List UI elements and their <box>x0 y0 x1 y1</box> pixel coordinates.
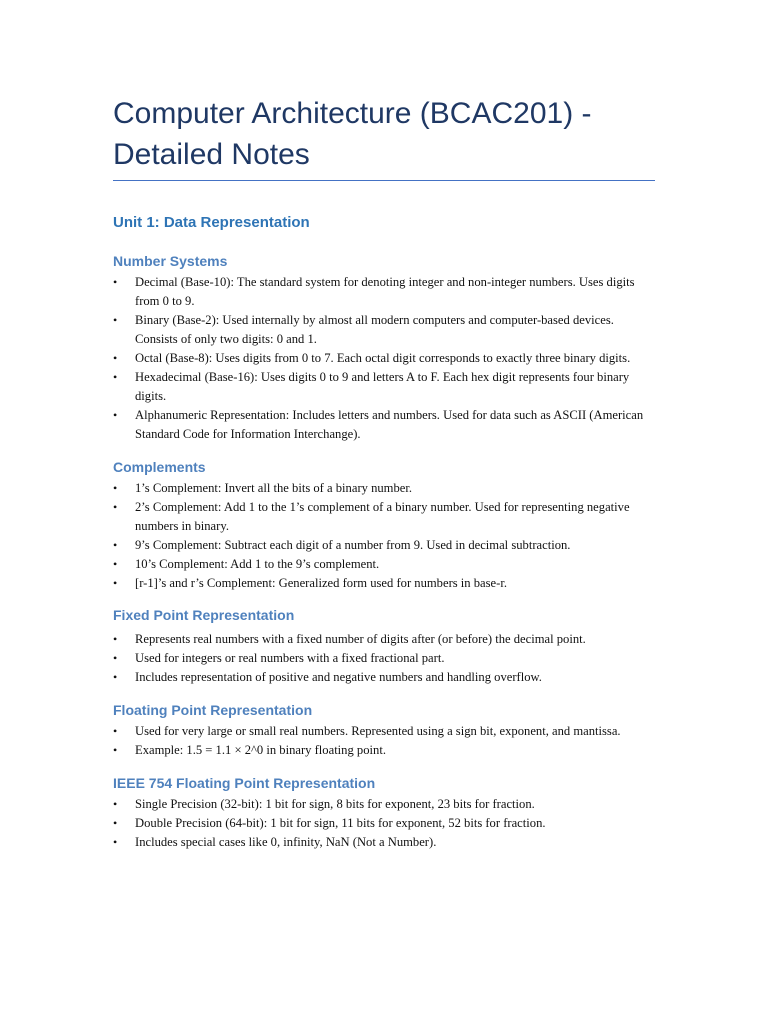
bullet-icon: • <box>113 743 118 757</box>
list-item-text: Includes special cases like 0, infinity, NaN (Not a Number). <box>135 835 437 849</box>
list-item-text: 9’s Complement: Subtract each digit of a number from 9. Used in decimal subtraction. <box>135 538 571 552</box>
list-item <box>113 814 655 833</box>
title-divider <box>113 180 655 181</box>
list-item <box>113 833 655 852</box>
list-item <box>113 349 655 368</box>
list-item-text: 10’s Complement: Add 1 to the 9’s complement. <box>135 557 380 571</box>
list-item-text: Example: 1.5 = 1.1 × 2^0 in binary floating point. <box>135 743 386 757</box>
list-item <box>113 741 655 760</box>
list-item-text: Used for very large or small real numbers. Represented using a sign bit, exponent, and mantissa. <box>135 724 621 738</box>
document-title <box>113 93 655 175</box>
bullet-icon: • <box>113 724 118 738</box>
list-item-text: Double Precision (64-bit): 1 bit for sign, 11 bits for exponent, 52 bits for fraction. <box>135 816 546 830</box>
list-item-text: Used for integers or real numbers with a fixed fractional part. <box>135 651 445 665</box>
list-item-text: Represents real numbers with a fixed number of digits after (or before) the decimal point. <box>135 632 586 646</box>
list-item-text: 2’s Complement: Add 1 to the 1’s complement of a binary number. Used for representing negative numbers in binary. <box>135 500 630 533</box>
list-item-text: Single Precision (32-bit): 1 bit for sign, 8 bits for exponent, 23 bits for fraction. <box>135 797 535 811</box>
bullet-icon: • <box>113 351 118 365</box>
list-item <box>113 311 655 349</box>
list-item <box>113 574 655 593</box>
bullet-icon: • <box>113 500 118 514</box>
bullet-icon: • <box>113 576 118 590</box>
list-item <box>113 722 655 741</box>
title-line-2: Detailed Notes <box>113 138 310 171</box>
bullet-icon: • <box>113 651 118 665</box>
bullet-icon: • <box>113 816 118 830</box>
section-heading: Fixed Point Representation <box>113 607 295 623</box>
list-item <box>113 536 655 555</box>
list-item <box>113 630 655 649</box>
bullet-icon: • <box>113 670 118 684</box>
section-heading: Complements <box>113 459 206 475</box>
bullet-icon: • <box>113 538 118 552</box>
list-item <box>113 273 655 311</box>
bullet-list <box>113 722 655 760</box>
list-item-text: [r-1]’s and r’s Complement: Generalized form used for numbers in base-r. <box>135 576 507 590</box>
section-heading: Number Systems <box>113 253 228 269</box>
list-item <box>113 649 655 668</box>
bullet-icon: • <box>113 408 118 422</box>
bullet-icon: • <box>113 835 118 849</box>
bullet-icon: • <box>113 632 118 646</box>
section-ieee-754 <box>113 774 655 852</box>
list-item-text: Hexadecimal (Base-16): Uses digits 0 to 9 and letters A to F. Each hex digit represents four binary digits. <box>135 370 630 403</box>
list-item <box>113 368 655 406</box>
list-item-text: Alphanumeric Representation: Includes letters and numbers. Used for data such as ASCII (American Standard Code for Information Interchange). <box>135 408 644 441</box>
section-fixed-point <box>113 606 655 687</box>
bullet-icon: • <box>113 557 118 571</box>
section-heading: Floating Point Representation <box>113 702 313 718</box>
list-item-text: 1’s Complement: Invert all the bits of a binary number. <box>135 481 413 495</box>
list-item <box>113 406 655 444</box>
list-item <box>113 555 655 574</box>
bullet-icon: • <box>113 797 118 811</box>
bullet-icon: • <box>113 313 118 327</box>
title-line-1: Computer Architecture (BCAC201) - <box>113 97 592 130</box>
section-heading: IEEE 754 Floating Point Representation <box>113 775 376 791</box>
list-item <box>113 479 655 498</box>
section-number-systems <box>113 252 655 444</box>
list-item-text: Octal (Base-8): Uses digits from 0 to 7. Each octal digit corresponds to exactly three binary digits. <box>135 351 631 365</box>
bullet-list <box>113 630 655 687</box>
bullet-icon: • <box>113 370 118 384</box>
bullet-icon: • <box>113 275 118 289</box>
bullet-icon: • <box>113 481 118 495</box>
list-item-text: Includes representation of positive and negative numbers and handling overflow. <box>135 670 542 684</box>
list-item <box>113 795 655 814</box>
unit-heading: Unit 1: Data Representation <box>113 214 310 231</box>
list-item <box>113 498 655 536</box>
list-item-text: Binary (Base-2): Used internally by almost all modern computers and computer-based devices. Consists of only two digits: 0 and 1. <box>135 313 614 346</box>
bullet-list <box>113 795 655 852</box>
section-complements <box>113 458 655 593</box>
bullet-list <box>113 479 655 593</box>
list-item-text: Decimal (Base-10): The standard system for denoting integer and non-integer numbers. Uses digits from 0 to 9. <box>135 275 635 308</box>
list-item <box>113 668 655 687</box>
bullet-list <box>113 273 655 444</box>
document-page <box>113 93 655 852</box>
section-floating-point <box>113 701 655 760</box>
